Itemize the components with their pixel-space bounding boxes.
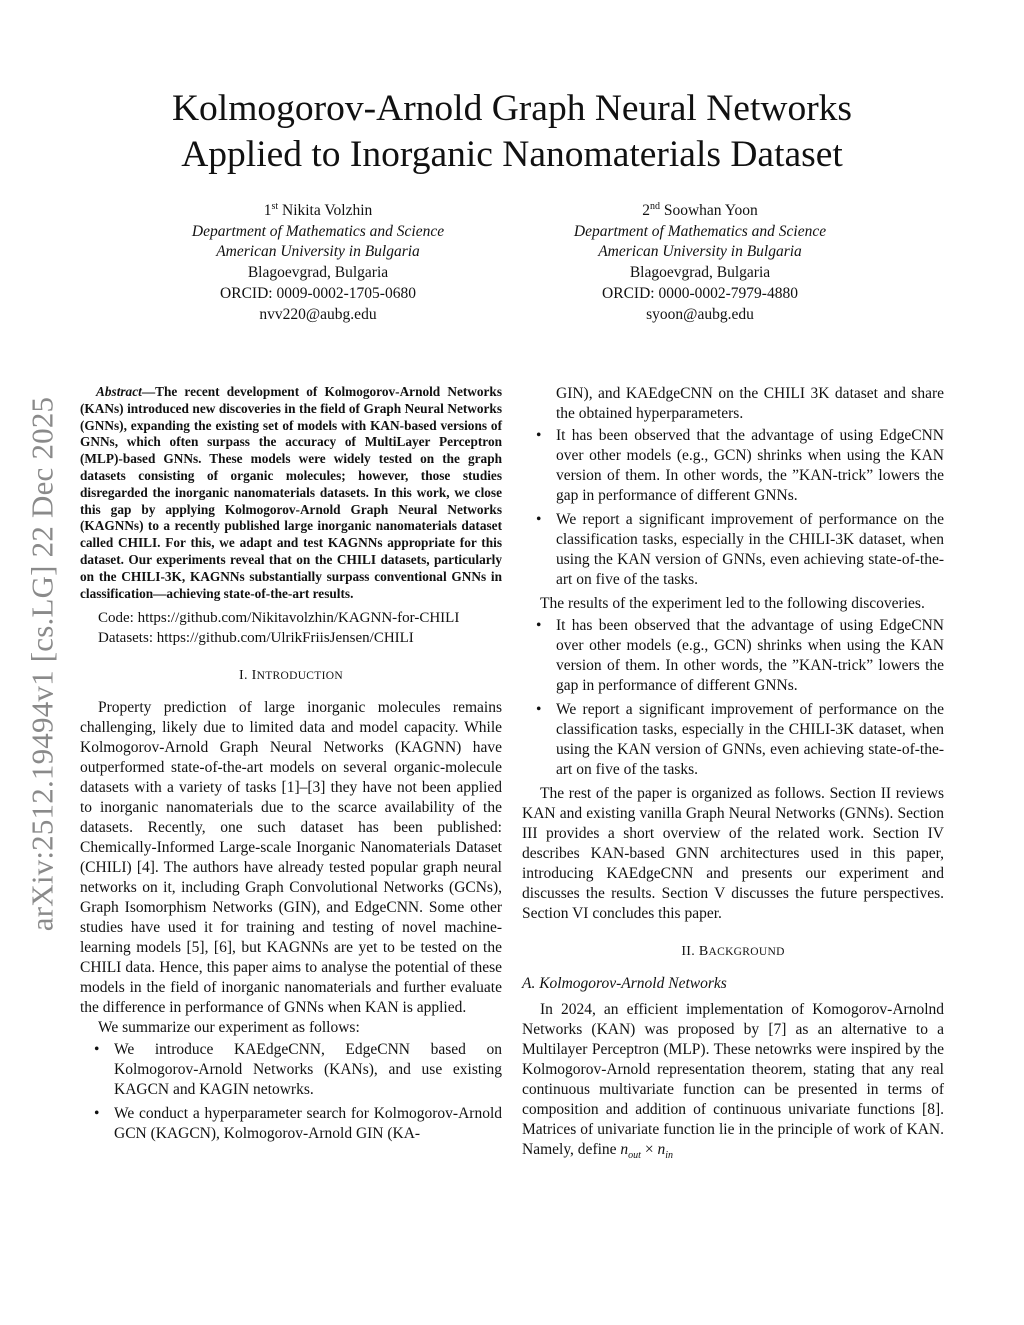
intro-paragraph-2: We summarize our experiment as follows: (98, 1019, 360, 1037)
abstract-text: —The recent development of Kolmogorov-Arnold Networks (KANs) introduced new discoveries in the field of Graph Neural Networks (GNNs), expanding the existing set of models with KAN-based versions of GNNs, which often surpass the accuracy of MultiLayer Perceptron (MLP)-based GNNs. These models were widely tested on the graph datasets consisting of organic molecules; however, those studies disregarded the inorganic nanomaterials datasets. In this work, we close this gap by applying Kolmogorov-Arnold Graph Neural Networks (KAGNNs) to a recently published large inorganic nanomaterials dataset called CHILI. For this, we adapt and test KAGNNs appropriate for this dataset. Our experiments reveal that on the CHILI datasets, particularly on the CHILI-3K, KAGNNs substantially surpass conventional GNNs in classification—achieving state-of-the-art results. (80, 384, 502, 601)
author-email: syoon@aubg.edu (646, 305, 754, 323)
math-var: n (620, 1141, 629, 1158)
intro-paragraph-1: Property prediction of large inorganic molecules remains challenging, likely due to limited data and model capacity. While Kolmogorov-Arnold Graph Neural Networks (KAGNN) have outperformed state-of-the-art models on several organic-molecule datasets with a variety of tasks [1]–[3] they have not been applied to inorganic nanomaterials due to the scarce availability of the datasets. Recently, one such dataset has been published: Chemically-Informed Large-scale Inorganic Nanomaterials Dataset (CHILI) [4]. The authors have already tested popular graph neural networks on it, including Graph Convolutional Networks (GCNs), Graph Isomorphism Networks (GIN), and EdgeCNN. Some other studies have used it for training and testing of novel machine-learning models [5], [6], but KAGNNs are yet to be tested on the CHILI data. Hence, this paper aims to analyse the potential of these models in the field of inorganic nanomaterials and further evaluate the difference in performance of GNNs when KAN is applied. (80, 699, 502, 1017)
kan-paragraph-text: In 2024, an efficient implementation of Komogorov-Arnolnd Networks (KAN) was proposed by [7] as an alternative to a Multilayer Perceptron (MLP). These netowrks were inspired by the Kolmogorov-Arnold representation theorem, stating that any real continuous multivariate function can be presented in terms of composition and addition of continuous univariate functions [8]. Matrices of univariate function lie in the principle of work of KAN. Namely, define (522, 1001, 944, 1158)
arxiv-watermark (20, 373, 64, 955)
list-item: • We conduct a hyperparameter search for Kolmogorov-Arnold GCN (KAGCN), Kolmogorov-Arnold GIN (KA- (80, 1104, 502, 1144)
author-university: American University in Bulgaria (216, 243, 420, 261)
left-column (80, 384, 502, 1148)
organization-paragraph: The rest of the paper is organized as follows. Section II reviews KAN and existing vanilla Graph Neural Networks (GNNs). Section III provides a short overview of the related work. Section IV describes KAN-based GNN architectures used in this paper, introducing KAEdgeCNN and presents our experiment and discusses the results. Section V discusses the future perspectives. Section VI concludes this paper. (522, 785, 944, 922)
author-name-line (500, 201, 900, 222)
author-department: Department of Mathematics and Science (573, 222, 827, 240)
author-ordinal-suffix: nd (649, 200, 660, 212)
author-city: Blagoevgrad, Bulgaria (629, 264, 771, 282)
subsection-heading-kan: A. Kolmogorov-Arnold Networks (522, 975, 727, 992)
section-heading-background (522, 942, 944, 962)
list-item: • It has been observed that the advantage of using EdgeCNN over other models (e.g., GCN) shrinks when using the KAN version of them. In other words, the ”KAN-trick” lowers the gap in performance of different GNNs. (522, 616, 944, 696)
section-heading-introduction (80, 666, 502, 686)
author-ordinal: 2 (642, 202, 650, 219)
author-orcid: ORCID: 0009-0002-1705-0680 (220, 284, 416, 302)
math-var: n (657, 1141, 666, 1158)
author-university: American University in Bulgaria (598, 243, 802, 261)
abstract-lead: Abstract (96, 384, 142, 399)
title-line-1: Kolmogorov-Arnold Graph Neural Networks (171, 88, 853, 129)
math-sub-in: in (665, 1150, 673, 1162)
resource-links (80, 608, 502, 648)
datasets-link[interactable]: Datasets: https://github.com/UlrikFriisJensen/CHILI (98, 630, 414, 647)
author-block-1 (118, 201, 518, 325)
arxiv-id-text: arXiv:2512.19494v1 [cs.LG] 22 Dec 2025 (24, 396, 59, 932)
section-title-rest: ACKGROUND (708, 946, 785, 958)
contribution-list-continued (522, 426, 944, 590)
math-sub-out: out (628, 1150, 641, 1162)
author-ordinal: 1 (263, 202, 272, 219)
author-name: Nikita Volzhin (282, 202, 373, 219)
section-title-initial: B (698, 944, 709, 959)
list-item: • It has been observed that the advantage of using EdgeCNN over other models (e.g., GCN) shrinks when using the KAN version of them. In other words, the ”KAN-trick” lowers the gap in performance of different GNNs. (522, 426, 944, 506)
bullet-continuation: GIN), and KAEdgeCNN on the CHILI 3K dataset and share the obtained hyperparameters. (556, 385, 944, 422)
list-item: • We report a significant improvement of performance on the classification tasks, especially in the CHILI-3K dataset, when using the KAN version of GNNs, even achieving state-of-the-art on five of the tasks. (522, 700, 944, 780)
author-block-2 (500, 201, 900, 325)
author-name: Soowhan Yoon (663, 202, 758, 219)
code-link[interactable]: Code: https://github.com/Nikitavolzhin/KAGNN-for-CHILI (98, 610, 460, 627)
author-department: Department of Mathematics and Science (191, 222, 445, 240)
contribution-list (80, 1040, 502, 1144)
author-ordinal-suffix: st (271, 200, 279, 212)
discoveries-list (522, 616, 944, 780)
section-number: II. (681, 944, 696, 959)
section-title-initial: I (251, 668, 257, 684)
paper-title (100, 86, 924, 178)
right-column (522, 384, 944, 1166)
kan-paragraph (522, 1000, 944, 1166)
math-times: × (644, 1141, 654, 1158)
author-email: nvv220@aubg.edu (259, 305, 377, 323)
section-title-rest: NTRODUCTION (256, 670, 343, 683)
title-line-2: Applied to Inorganic Nanomaterials Dataset (181, 134, 843, 175)
author-orcid: ORCID: 0000-0002-7979-4880 (602, 284, 798, 302)
author-city: Blagoevgrad, Bulgaria (247, 264, 389, 282)
list-item: • We report a significant improvement of performance on the classification tasks, especially in the CHILI-3K dataset, when using the KAN version of GNNs, even achieving state-of-the-art on five of the tasks. (522, 510, 944, 590)
author-name-line (118, 201, 518, 222)
list-item: • We introduce KAEdgeCNN, EdgeCNN based on Kolmogorov-Arnold Networks (KANs), and use existing KAGCN and KAGIN netowrks. (80, 1040, 502, 1100)
results-intro: The results of the experiment led to the following discoveries. (540, 595, 925, 612)
section-number: I. (239, 668, 248, 684)
math-n-out-times-n-in (620, 1141, 673, 1162)
abstract (80, 384, 502, 602)
